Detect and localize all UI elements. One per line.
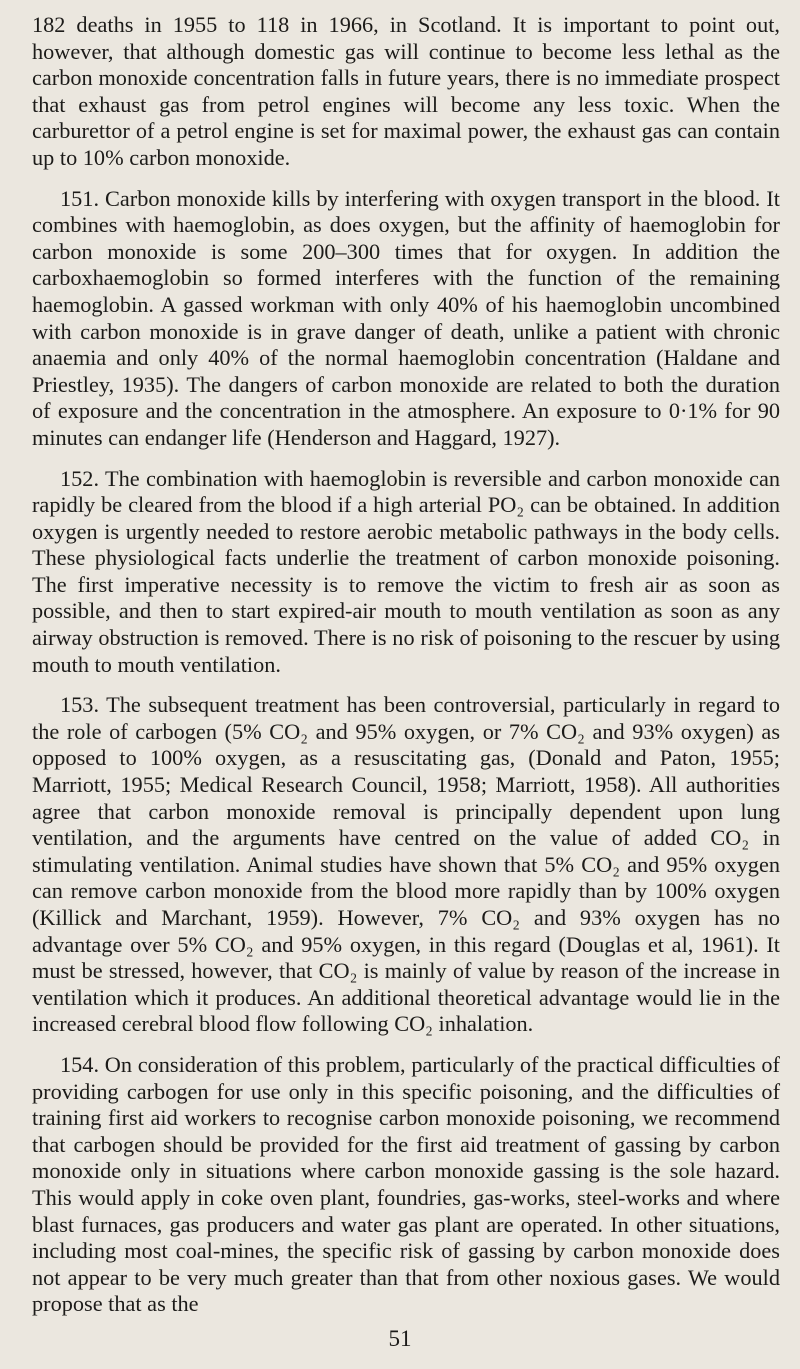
paragraph-151: 151. Carbon monoxide kills by interfering with oxygen transport in the blood. It combines with haemoglobin, as does oxygen, but the affinity of haemoglobin for carbon monoxide is some 200–300 times that for oxygen. In addition the carboxhaemoglobin so formed interferes with the function of the remaining haemoglobin. A gassed workman with only 40% of his haemoglobin uncombined with carbon monoxide is in grave danger of death, unlike a patient with chronic anaemia and only 40% of the normal haemoglobin concentration (Haldane and Priestley, 1935). The dangers of carbon monoxide are related to both the duration of exposure and the concentration in the atmosphere. An exposure to 0·1% for 90 minutes can endanger life (Henderson and Haggard, 1927). — [32, 185, 780, 450]
paragraph-153: 153. The subsequent treatment has been controversial, particularly in regard to the role of carbogen (5% CO₂ and 95% oxygen, or 7% CO₂ and 93% oxygen) as opposed to 100% oxygen, as a resuscitating gas, (Donald and Paton, 1955; Marriott, 1955; Medical Research Council, 1958; Marriott, 1958). All authorities agree that carbon monoxide removal is principally dependent upon lung ventilation, and the arguments have centred on the value of added CO₂ in stimulating ventilation. Animal studies have shown that 5% CO₂ and 95% oxygen can remove carbon monoxide from the blood more rapidly than by 100% oxygen (Killick and Marchant, 1959). However, 7% CO₂ and 93% oxygen has no advantage over 5% CO₂ and 95% oxygen, in this regard (Douglas et al, 1961). It must be stressed, however, that CO₂ is mainly of value by reason of the increase in ventilation which it produces. An additional theoretical advantage would lie in the increased cerebral blood flow following CO₂ inhalation. — [32, 692, 780, 1037]
page-number: 51 — [388, 1326, 412, 1351]
paragraph-continuation: 182 deaths in 1955 to 118 in 1966, in Scotland. It is important to point out, however, that although domestic gas will continue to become less lethal as the carbon monoxide concentration falls in future years, there is no immediate prospect that exhaust gas from petrol engines will become any less toxic. When the carburettor of a petrol engine is set for maximal power, the exhaust gas can contain up to 10% carbon monoxide. — [32, 12, 780, 170]
paragraph-152: 152. The combination with haemoglobin is reversible and carbon monoxide can rapidly be cleared from the blood if a high arterial PO₂ can be obtained. In addition oxygen is urgently needed to restore aerobic metabolic pathways in the body cells. These physiological facts underlie the treatment of carbon monoxide poisoning. The first imperative necessity is to remove the victim to fresh air as soon as possible, and then to start expired-air mouth to mouth ventilation as soon as any airway obstruction is removed. There is no risk of poisoning to the rescuer by using mouth to mouth ventilation. — [32, 465, 780, 677]
body-text — [32, 12, 780, 1332]
paragraph-154: 154. On consideration of this problem, particularly of the practical difficulties of providing carbogen for use only in this specific poisoning, and the difficulties of training first aid workers to recognise carbon monoxide poisoning, we recommend that carbogen should be provided for the first aid treatment of gassing by carbon monoxide only in situations where carbon monoxide gassing is the sole hazard. This would apply in coke oven plant, foundries, gas-works, steel-works and where blast furnaces, gas producers and water gas plant are operated. In other situations, including most coal-mines, the specific risk of gassing by carbon monoxide does not appear to be very much greater than that from other noxious gases. We would propose that as the — [32, 1051, 780, 1317]
